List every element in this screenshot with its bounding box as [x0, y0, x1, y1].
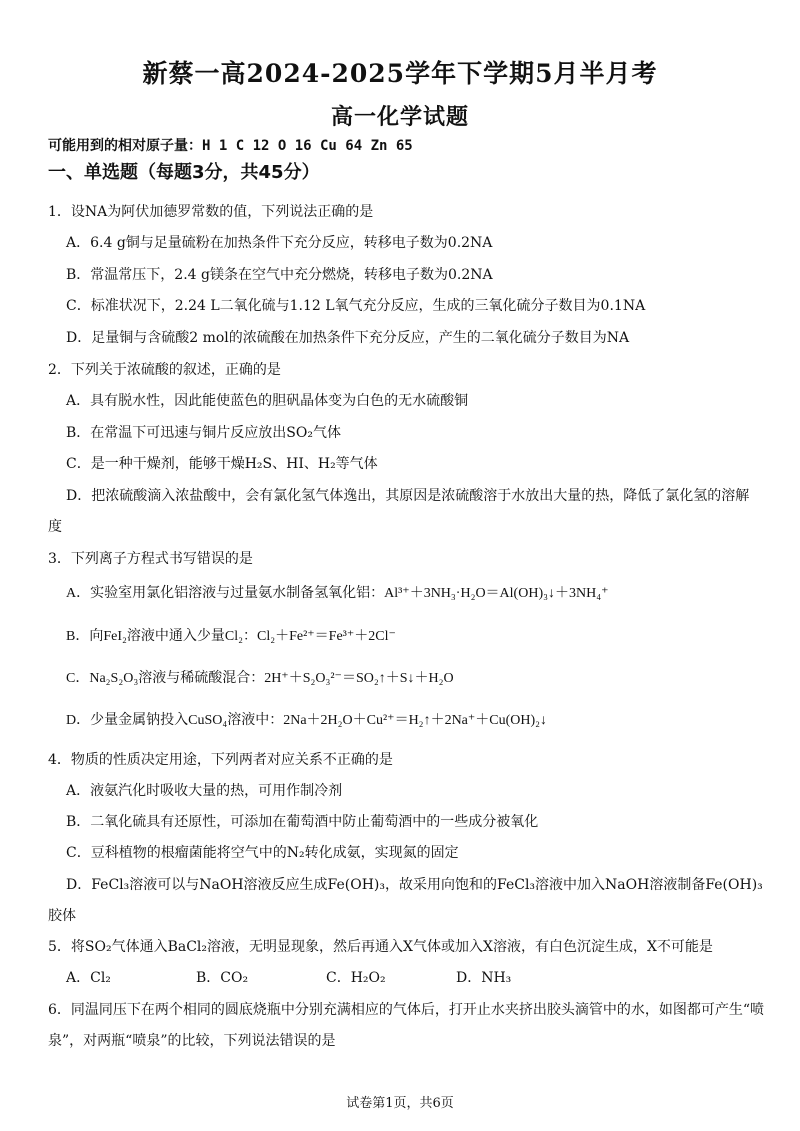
question-5-options: [66, 968, 760, 988]
question-6-stem: 6．同温同压下在两个相同的圆底烧瓶中分别充满相应的气体后，打开止水夹挤出胶头滴管中的水，如图都可产生“喷: [48, 1002, 765, 1018]
question-4-stem: 4．物质的性质决定用途，下列两者对应关系不正确的是: [48, 752, 393, 768]
question-5-stem: 5．将SO₂气体通入BaCl₂溶液，无明显现象，然后再通入X气体或加入X溶液，有白色沉淀生成，X不可能是: [48, 939, 713, 955]
question-3-option-c: C．Na₂S₂O₃溶液与稀硫酸混合：2H⁺＋S₂O₃²⁻＝SO₂↑＋S↓＋H₂O: [66, 671, 454, 686]
question-4-option-d: D．FeCl₃溶液可以与NaOH溶液反应生成Fe(OH)₃，故采用向饱和的FeCl₃溶液中加入NaOH溶液制备Fe(OH)₃: [66, 877, 763, 893]
question-3-stem: 3．下列离子方程式书写错误的是: [48, 551, 253, 567]
question-1-stem: 1．设NA为阿伏加德罗常数的值，下列说法正确的是: [48, 204, 374, 220]
question-4-option-a: A．液氨汽化时吸收大量的热，可用作制冷剂: [66, 783, 343, 799]
question-2-option-d: D．把浓硫酸滴入浓盐酸中，会有氯化氢气体逸出，其原因是浓硫酸溶于水放出大量的热，降低了氯化氢的溶解: [66, 488, 750, 504]
question-4-option-b: B．二氧化硫具有还原性，可添加在葡萄酒中防止葡萄酒中的一些成分被氧化: [66, 814, 539, 830]
question-1-option-c: C．标准状况下，2.24 L二氧化硫与1.12 L氧气充分反应，生成的三氧化硫分子数目为0.1NA: [66, 298, 646, 314]
question-1-option-d: D．足量铜与含硫酸2 mol的浓硫酸在加热条件下充分反应，产生的二氧化硫分子数目为NA: [66, 330, 630, 346]
question-2-option-d-continued: 度: [48, 519, 62, 535]
question-2-stem: 2．下列关于浓硫酸的叙述，正确的是: [48, 362, 281, 378]
question-4-option-c: C．豆科植物的根瘤菌能将空气中的N₂转化成氨，实现氮的固定: [66, 845, 459, 861]
section-heading: 一、单选题（每题3分，共45分）: [48, 162, 320, 183]
question-3-option-d: D．少量金属钠投入CuSO₄溶液中：2Na＋2H₂O＋Cu²⁺＝H₂↑＋2Na⁺＋Cu(OH)₂↓: [66, 713, 548, 728]
question-6-stem-continued: 泉”，对两瓶“喷泉”的比较，下列说法错误的是: [48, 1033, 336, 1049]
exam-subtitle: 高一化学试题: [330, 104, 469, 130]
question-5-option-d: D．NH₃: [456, 970, 512, 986]
question-2-option-b: B．在常温下可迅速与铜片反应放出SO₂气体: [66, 425, 341, 441]
question-4-option-d-continued: 胶体: [48, 908, 76, 924]
page-footer: 试卷第1页，共6页: [346, 1096, 454, 1111]
atomic-masses: 可能用到的相对原子量：H 1 C 12 O 16 Cu 64 Zn 65: [48, 138, 413, 154]
question-3-option-a: A．实验室用氯化铝溶液与过量氨水制备氢氧化铝：Al³⁺＋3NH₃·H₂O＝Al(OH)₃↓＋3NH₄⁺: [66, 586, 609, 601]
question-1-option-a: A．6.4 g铜与足量硫粉在加热条件下充分反应，转移电子数为0.2NA: [66, 235, 493, 251]
question-3-option-b: B．向FeI₂溶液中通入少量Cl₂：Cl₂＋Fe²⁺＝Fe³⁺＋2Cl⁻: [66, 629, 396, 644]
question-5-option-b: B．CO₂: [196, 970, 249, 986]
question-5-option-c: C．H₂O₂: [326, 970, 386, 986]
exam-title: 新蔡一高2024-2025学年下学期5月半月考: [142, 59, 658, 88]
question-1-option-b: B．常温常压下，2.4 g镁条在空气中充分燃烧，转移电子数为0.2NA: [66, 267, 493, 283]
question-2-option-c: C．是一种干燥剂，能够干燥H₂S、HI、H₂等气体: [66, 456, 378, 472]
question-5-option-a: A．Cl₂: [66, 970, 111, 986]
question-2-option-a: A．具有脱水性，因此能使蓝色的胆矾晶体变为白色的无水硫酸铜: [66, 393, 469, 409]
